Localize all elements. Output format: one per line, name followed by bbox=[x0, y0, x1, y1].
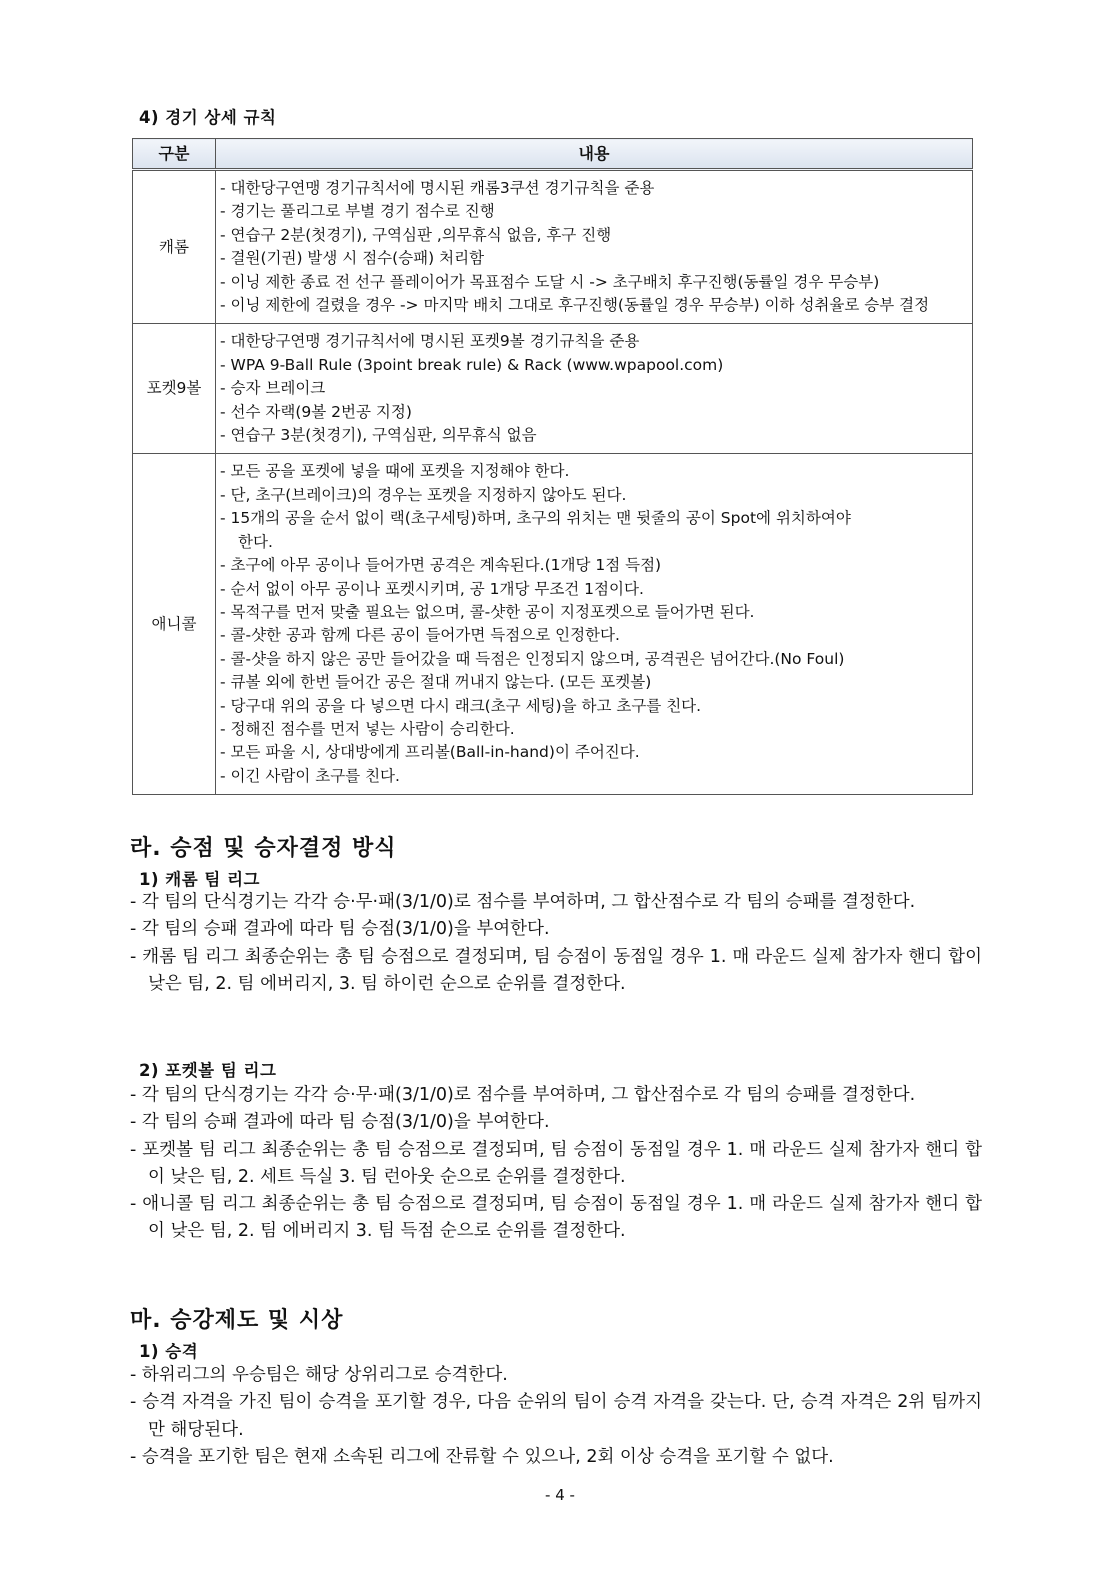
rule-line: - 모든 공을 포켓에 넣을 때에 포켓을 지정해야 한다. bbox=[220, 462, 570, 481]
carom-league-heading: 1) 캐롬 팀 리그 bbox=[139, 870, 260, 889]
table-header-row bbox=[133, 139, 973, 170]
rule-line: - 연습구 2분(첫경기), 구역심판 ,의무휴식 없음, 후구 진행 bbox=[220, 225, 612, 244]
list-item: - 각 팀의 승패 결과에 따라 팀 승점(3/1/0)을 부여한다. bbox=[130, 919, 550, 940]
rule-line: - 승자 브레이크 bbox=[220, 379, 326, 398]
list-item: - 캐롬 팀 리그 최종순위는 총 팀 승점으로 결정되며, 팀 승점이 동점일 경우 1. 매 라운드 실제 참가자 핸디 합이 낮은 팀, 2. 팀 에버리지, 3. 팀 하이런 순으로 순위를 결정한다. bbox=[130, 946, 982, 994]
list-item: - 각 팀의 단식경기는 각각 승·무·패(3/1/0)로 점수를 부여하며, 그 합산점수로 각 팀의 승패를 결정한다. bbox=[130, 1085, 916, 1105]
list-item: - 승격 자격을 가진 팀이 승격을 포기할 경우, 다음 순위의 팀이 승격 자격을 갖는다. 단, 승격 자격은 2위 팀까지만 해당된다. bbox=[130, 1392, 982, 1440]
rule-line: - 결원(기권) 발생 시 점수(승패) 처리함 bbox=[220, 249, 485, 268]
rule-line: - 선수 자랙(9볼 2번공 지정) bbox=[220, 402, 412, 421]
rule-line: - 초구에 아무 공이나 들어가면 공격은 계속된다.(1개당 1점 득점) bbox=[220, 556, 662, 575]
rule-line: - 큐볼 외에 한번 들어간 공은 절대 꺼내지 않는다. (모든 포켓볼) bbox=[220, 673, 652, 692]
rule-line: - 이닝 제한 종료 전 선구 플레이어가 목표점수 도달 시 -> 초구배치 후구진행(동률일 경우 무승부) bbox=[220, 272, 880, 291]
carom-league-list bbox=[130, 889, 982, 998]
rules-table bbox=[132, 138, 973, 795]
content-pocket9 bbox=[216, 324, 973, 454]
rule-line: - WPA 9-Ball Rule (3point break rule) & Rack (www.wpapool.com) bbox=[220, 355, 724, 374]
section-ra-heading: 라. 승점 및 승자결정 방식 bbox=[130, 836, 397, 861]
table-row-anycall bbox=[133, 454, 973, 795]
table-row-pocket9 bbox=[133, 324, 973, 454]
list-item: - 각 팀의 승패 결과에 따라 팀 승점(3/1/0)을 부여한다. bbox=[130, 1112, 550, 1133]
promotion-heading: 1) 승격 bbox=[139, 1342, 199, 1361]
list-item: - 애니콜 팀 리그 최종순위는 총 팀 승점으로 결정되며, 팀 승점이 동점일 경우 1. 매 라운드 실제 참가자 핸디 합이 낮은 팀, 2. 팀 에버리지 3. 팀 득점 순으로 순위를 결정한다. bbox=[130, 1194, 982, 1242]
rule-line: - 정해진 점수를 먼저 넣는 사람이 승리한다. bbox=[220, 719, 515, 738]
category-carom: 캐롬 bbox=[133, 170, 216, 324]
list-item: - 포켓볼 팀 리그 최종순위는 총 팀 승점으로 결정되며, 팀 승점이 동점일 경우 1. 매 라운드 실제 참가자 핸디 합이 낮은 팀, 2. 세트 득실 3. 팀 런아웃 순으로 순위를 결정한다. bbox=[130, 1139, 982, 1187]
promotion-list bbox=[130, 1362, 982, 1471]
rule-line: - 이닝 제한에 걸렸을 경우 -> 마지막 배치 그대로 후구진행(동률일 경우 무승부) 이하 성취율로 승부 결정 bbox=[220, 296, 930, 315]
content-carom bbox=[216, 170, 973, 324]
pocket-league-heading: 2) 포켓볼 팀 리그 bbox=[139, 1061, 277, 1080]
pocket-league-list bbox=[130, 1082, 982, 1246]
section-ma-heading: 마. 승강제도 및 시상 bbox=[130, 1308, 344, 1333]
content-anycall bbox=[216, 454, 973, 795]
rule-line: 한다. bbox=[238, 532, 273, 551]
rule-line: - 모든 파울 시, 상대방에게 프리볼(Ball-in-hand)이 주어진다. bbox=[220, 743, 640, 762]
list-item: - 하위리그의 우승팀은 해당 상위리그로 승격한다. bbox=[130, 1365, 508, 1385]
list-item: - 각 팀의 단식경기는 각각 승·무·패(3/1/0)로 점수를 부여하며, 그 합산점수로 각 팀의 승패를 결정한다. bbox=[130, 892, 916, 912]
section-4-heading: 4) 경기 상세 규칙 bbox=[139, 108, 277, 127]
category-pocket9: 포켓9볼 bbox=[133, 324, 216, 454]
rule-line: - 순서 없이 아무 공이나 포켓시키며, 공 1개당 무조건 1점이다. bbox=[220, 579, 644, 598]
header-content: 내용 bbox=[216, 139, 973, 170]
rule-line: - 콜-샷한 공과 함께 다른 공이 들어가면 득점으로 인정한다. bbox=[220, 626, 620, 645]
header-category: 구분 bbox=[133, 139, 216, 170]
category-anycall: 애니콜 bbox=[133, 454, 216, 795]
rule-line: - 경기는 풀리그로 부별 경기 점수로 진행 bbox=[220, 202, 495, 221]
rule-line: - 목적구를 먼저 맞출 필요는 없으며, 콜-샷한 공이 지정포켓으로 들어가면 된다. bbox=[220, 602, 755, 621]
page-number: - 4 - bbox=[545, 1486, 575, 1504]
rule-line: - 대한당구연맹 경기규칙서에 명시된 캐롬3쿠션 경기규칙을 준용 bbox=[220, 179, 655, 197]
rule-line: - 콜-샷을 하지 않은 공만 들어갔을 때 득점은 인정되지 않으며, 공격권은 넘어간다.(No Foul) bbox=[220, 649, 845, 668]
rule-line: - 단, 초구(브레이크)의 경우는 포켓을 지정하지 않아도 된다. bbox=[220, 485, 627, 504]
rule-line: - 대한당구연맹 경기규칙서에 명시된 포켓9볼 경기규칙을 준용 bbox=[220, 332, 640, 351]
rule-line: - 연습구 3분(첫경기), 구역심판, 의무휴식 없음 bbox=[220, 426, 537, 445]
list-item: - 승격을 포기한 팀은 현재 소속된 리그에 잔류할 수 있으나, 2회 이상 승격을 포기할 수 없다. bbox=[130, 1446, 834, 1467]
rule-line: - 당구대 위의 공을 다 넣으면 다시 래크(초구 세팅)을 하고 초구를 친다. bbox=[220, 696, 702, 715]
rule-line: - 15개의 공을 순서 없이 랙(초구세팅)하며, 초구의 위치는 맨 뒷줄의 공이 Spot에 위치하여야 bbox=[220, 509, 851, 528]
rule-line: - 이긴 사람이 초구를 친다. bbox=[220, 766, 400, 785]
table-row-carom bbox=[133, 170, 973, 324]
